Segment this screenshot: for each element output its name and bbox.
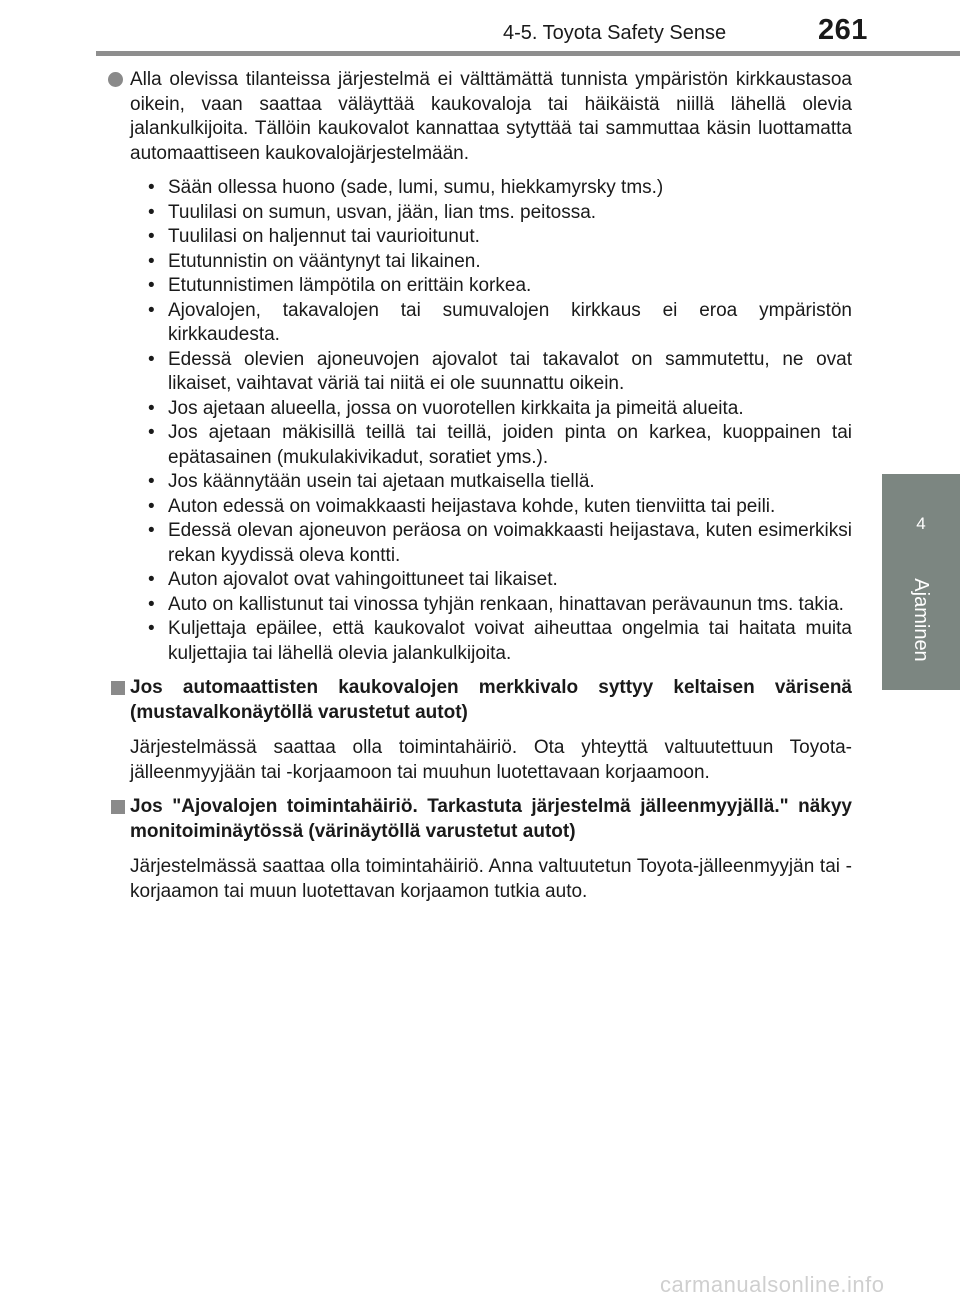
list-item: • Jos ajetaan alueella, jossa on vuorotellen kirkkaita ja pimeitä alueita. <box>168 397 852 422</box>
section-heading <box>130 795 852 844</box>
square-bullet-icon <box>111 800 125 814</box>
section-title: 4-5. Toyota Safety Sense <box>503 22 727 44</box>
section-heading-text: Jos automaattisten kaukovalojen merkkivalo syttyy keltaisen värisenä (mustavalkonäytöllä varustetut autot) <box>130 677 852 723</box>
list-item: • Auto on kallistunut tai vinossa tyhjän renkaan, hinattavan perävaunun tms. takia. <box>168 593 852 618</box>
list-item: • Kuljettaja epäilee, että kaukovalot voivat aiheuttaa ongelmia tai haitata muita kuljettajia tai lähellä olevia jalankulkijoita. <box>168 617 852 666</box>
section-warning-light <box>130 676 852 785</box>
list-item: • Etutunnistimen lämpötila on erittäin korkea. <box>168 274 852 299</box>
section-headlight-malfunction <box>130 795 852 904</box>
list-item: • Auton edessä on voimakkaasti heijastava kohde, kuten tienviitta tai peili. <box>168 495 852 520</box>
section-heading-text: Jos "Ajovalojen toimintahäiriö. Tarkastuta järjestelmä jälleenmyyjällä." näkyy monitoiminäytössä (värinäytöllä varustetut autot) <box>130 796 852 842</box>
chapter-side-tab <box>882 474 960 690</box>
intro-text: Alla olevissa tilanteissa järjestelmä ei välttämättä tunnista ympäristön kirkkaustasoa oikein, vaan saattaa väläyttää kaukovaloja tai häikäistä niillä lähellä olevia jalankulkijoita. Tällöin kaukovalot kannattaa sytyttää tai sammuttaa käsin luottamatta automaattiseen kaukovalojärjestelmään. <box>130 69 852 164</box>
section-body: Järjestelmässä saattaa olla toimintahäiriö. Ota yhteyttä valtuutettuun Toyota-jälleenmyyjään tai -korjaamoon tai muuhun luotettavaan korjaamoon. <box>130 737 852 783</box>
watermark: carmanualsonline.info <box>660 1272 885 1297</box>
list-item: • Ajovalojen, takavalojen tai sumuvalojen kirkkaus ei eroa ympäristön kirkkaudesta. <box>168 299 852 348</box>
list-item: • Tuulilasi on haljennut tai vaurioitunut. <box>168 225 852 250</box>
list-item: • Edessä olevan ajoneuvon peräosa on voimakkaasti heijastava, kuten esimerkiksi rekan kyydissä oleva kontti. <box>168 519 852 568</box>
header-rule <box>96 51 960 56</box>
chapter-number: 4 <box>916 514 926 533</box>
square-bullet-icon <box>111 681 125 695</box>
condition-list <box>130 176 852 666</box>
chapter-label: Ajaminen <box>910 578 932 662</box>
page-content <box>130 68 852 904</box>
list-item: • Tuulilasi on sumun, usvan, jään, lian tms. peitossa. <box>168 201 852 226</box>
list-item: • Etutunnistin on vääntynyt tai likainen. <box>168 250 852 275</box>
intro-paragraph <box>130 68 852 166</box>
list-item: • Jos ajetaan mäkisillä teillä tai teillä, joiden pinta on karkea, kuoppainen tai epätasainen (mukulakivikadut, soratiet yms.). <box>168 421 852 470</box>
list-item: • Edessä olevien ajoneuvojen ajovalot tai takavalot on sammutettu, ne ovat likaiset, vaihtavat väriä tai niitä ei ole suunnattu oikein. <box>168 348 852 397</box>
section-heading <box>130 676 852 725</box>
section-body: Järjestelmässä saattaa olla toimintahäiriö. Anna valtuutetun Toyota-jälleenmyyjän tai -korjaamon tai muun luotettavan korjaamon tutkia auto. <box>130 856 852 902</box>
page-number: 261 <box>818 14 868 46</box>
list-item: • Auton ajovalot ovat vahingoittuneet tai likaiset. <box>168 568 852 593</box>
list-item: • Sään ollessa huono (sade, lumi, sumu, hiekkamyrsky tms.) <box>168 176 852 201</box>
list-item: • Jos käännytään usein tai ajetaan mutkaisella tiellä. <box>168 470 852 495</box>
circle-bullet-icon <box>108 72 123 87</box>
page-header <box>0 0 960 58</box>
